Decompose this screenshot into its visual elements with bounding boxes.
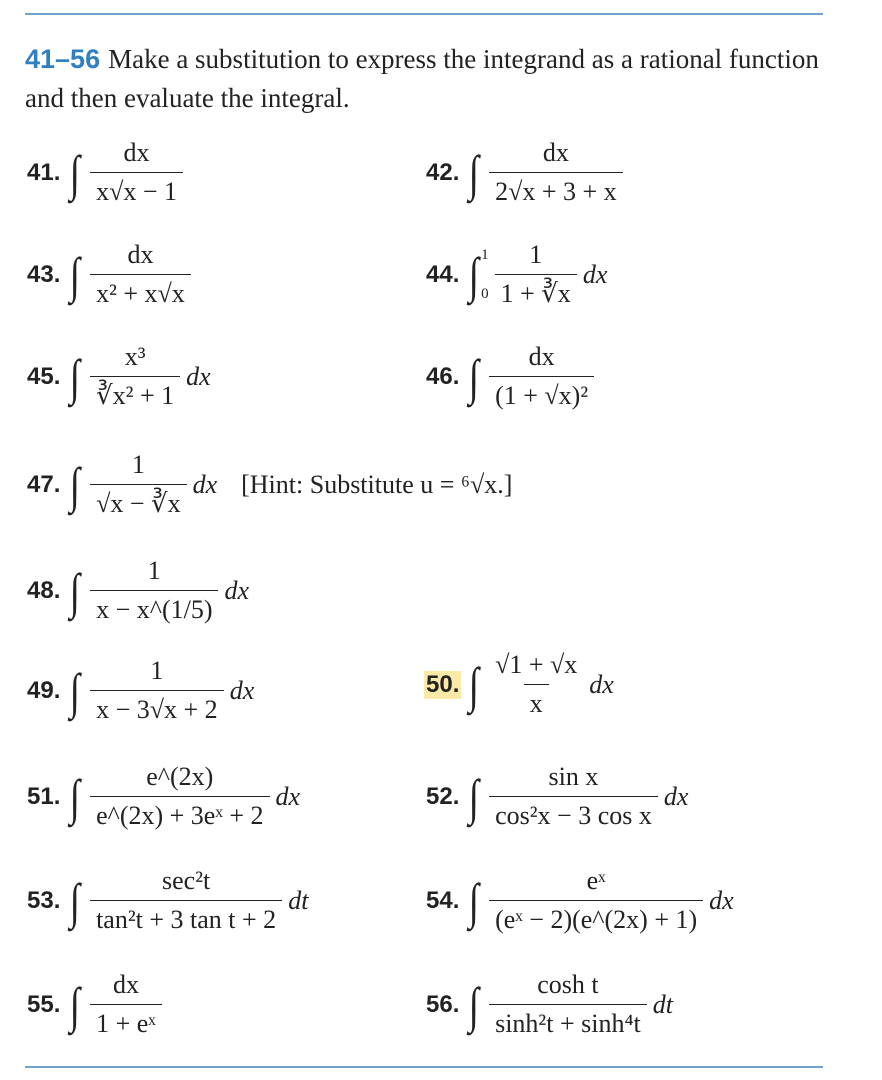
denominator: (1 + √x)² xyxy=(489,376,594,411)
fraction xyxy=(489,138,623,207)
fraction xyxy=(489,970,647,1039)
problem-45 xyxy=(25,342,211,411)
upper-limit: 1 xyxy=(481,246,489,263)
problem-number: 41. xyxy=(27,158,61,186)
problem-number: 42. xyxy=(426,158,460,186)
denominator: x − x^(1/5) xyxy=(90,590,218,625)
denominator: 2√x + 3 + x xyxy=(489,172,623,207)
problem-42 xyxy=(424,138,629,207)
integral-sign: ∫ xyxy=(469,246,480,303)
problem-number: 45. xyxy=(27,362,61,390)
denominator: 1 + eˣ xyxy=(90,1004,162,1039)
numerator: eˣ xyxy=(586,866,606,895)
problem-55 xyxy=(25,970,168,1039)
fraction xyxy=(90,656,224,725)
differential: dt xyxy=(652,989,673,1019)
problem-number: 46. xyxy=(426,362,460,390)
problem-44 xyxy=(424,240,607,309)
fraction xyxy=(489,650,583,719)
problem-48 xyxy=(25,556,249,625)
differential: dx xyxy=(229,675,255,705)
denominator: x√x − 1 xyxy=(90,172,183,207)
denominator: ∛x² + 1 xyxy=(90,376,180,411)
lower-limit: 0 xyxy=(481,285,489,302)
fraction xyxy=(495,240,577,309)
integral-sign: ∫ xyxy=(70,348,81,405)
denominator: e^(2x) + 3eˣ + 2 xyxy=(90,796,269,831)
problem-43 xyxy=(25,240,197,309)
integral-sign: ∫ xyxy=(70,562,81,619)
differential: dx xyxy=(589,669,614,699)
numerator: 1 xyxy=(131,450,145,479)
fraction xyxy=(489,342,594,411)
integral-sign: ∫ xyxy=(469,348,480,405)
problem-54 xyxy=(424,866,734,935)
integral-limits xyxy=(481,247,489,303)
problem-53 xyxy=(25,866,308,935)
integral-sign: ∫ xyxy=(469,656,480,713)
differential: dt xyxy=(288,885,309,915)
problem-number: 47. xyxy=(27,470,61,498)
numerator: dx xyxy=(123,138,150,167)
problem-number: 53. xyxy=(27,886,61,914)
integral-sign: ∫ xyxy=(70,144,81,201)
top-divider xyxy=(25,13,823,15)
problem-number: 52. xyxy=(426,782,460,810)
integral-sign: ∫ xyxy=(469,872,480,929)
fraction xyxy=(90,970,162,1039)
integral-sign: ∫ xyxy=(70,872,81,929)
integral-sign: ∫ xyxy=(70,768,81,825)
hint-text: [Hint: Substitute u = ⁶√x.] xyxy=(241,469,513,499)
integral-sign: ∫ xyxy=(70,246,81,303)
numerator: 1 xyxy=(529,240,543,269)
differential: dx xyxy=(582,259,608,289)
problem-56 xyxy=(424,970,673,1039)
integral-sign: ∫ xyxy=(70,456,81,513)
numerator: dx xyxy=(528,342,555,371)
problem-number: 44. xyxy=(426,260,460,288)
problem-51 xyxy=(25,762,300,831)
instructions-paragraph xyxy=(25,40,825,118)
integral-sign: ∫ xyxy=(70,662,81,719)
differential: dx xyxy=(709,885,734,915)
fraction xyxy=(90,138,183,207)
fraction xyxy=(489,866,703,935)
denominator: tan²t + 3 tan t + 2 xyxy=(90,900,282,935)
denominator: √x − ∛x xyxy=(90,484,187,519)
bottom-divider xyxy=(25,1066,823,1068)
integral-sign: ∫ xyxy=(469,976,480,1033)
problem-number: 48. xyxy=(27,576,61,604)
denominator: (eˣ − 2)(e^(2x) + 1) xyxy=(489,900,703,935)
denominator: x xyxy=(524,684,549,719)
problem-number: 56. xyxy=(426,990,460,1018)
denominator: x² + x√x xyxy=(90,274,191,309)
numerator: 1 xyxy=(147,556,161,585)
numerator: dx xyxy=(112,970,139,999)
problem-number: 54. xyxy=(426,886,460,914)
problem-number: 51. xyxy=(27,782,61,810)
numerator: dx xyxy=(127,240,154,269)
numerator: dx xyxy=(542,138,569,167)
problem-47 xyxy=(25,450,512,519)
numerator: 1 xyxy=(150,656,164,685)
problem-41 xyxy=(25,138,189,207)
numerator: sin x xyxy=(548,762,599,791)
problem-number-highlighted: 50. xyxy=(426,670,460,698)
integral-sign: ∫ xyxy=(469,768,480,825)
fraction xyxy=(90,762,269,831)
problem-number: 43. xyxy=(27,260,61,288)
numerator: e^(2x) xyxy=(146,762,214,791)
problem-52 xyxy=(424,762,688,831)
fraction xyxy=(90,866,282,935)
integral-sign: ∫ xyxy=(70,976,81,1033)
numerator: √1 + √x xyxy=(495,650,578,679)
denominator: sinh²t + sinh⁴t xyxy=(489,1004,647,1039)
fraction xyxy=(90,342,180,411)
integral-sign: ∫ xyxy=(469,144,480,201)
problem-49 xyxy=(25,656,254,725)
fraction xyxy=(90,450,187,519)
differential: dx xyxy=(275,781,301,811)
differential: dx xyxy=(192,469,218,499)
differential: dx xyxy=(186,361,211,391)
problem-number: 55. xyxy=(27,990,61,1018)
fraction xyxy=(90,240,191,309)
denominator: cos²x − 3 cos x xyxy=(489,796,658,831)
instructions-text: Make a substitution to express the integrand as a rational function and then evaluate the integral. xyxy=(25,44,819,113)
problem-46 xyxy=(424,342,600,411)
denominator: x − 3√x + 2 xyxy=(90,690,224,725)
fraction xyxy=(489,762,658,831)
denominator: 1 + ∛x xyxy=(495,274,577,309)
fraction xyxy=(90,556,218,625)
differential: dx xyxy=(663,781,689,811)
numerator: cosh t xyxy=(537,970,599,999)
numerator: sec²t xyxy=(162,866,211,895)
problem-number: 49. xyxy=(27,676,61,704)
problem-50 xyxy=(424,650,614,719)
numerator: x³ xyxy=(124,342,146,371)
problem-range: 41–56 xyxy=(25,44,101,74)
differential: dx xyxy=(224,575,250,605)
